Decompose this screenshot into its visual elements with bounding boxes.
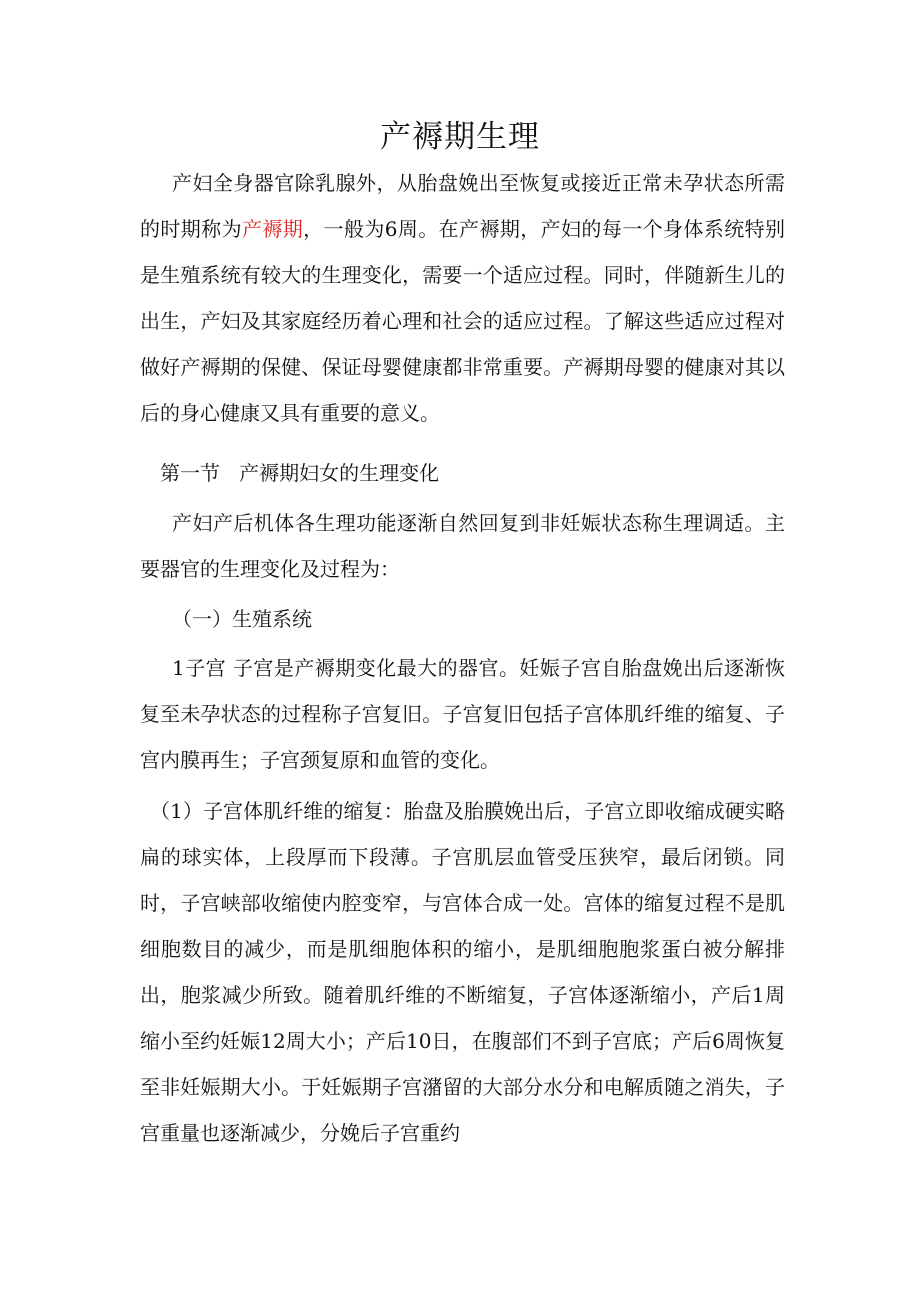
highlight-term: 产褥期 [241,217,304,241]
uterus-paragraph: 1子宫 子宫是产褥期变化最大的器官。妊娠子宫自胎盘娩出后逐渐恢复至未孕状态的过程称子宫复旧。子宫复旧包括子宫体肌纤维的缩复、子宫内膜再生；子宫颈复原和血管的变化。 [140,656,785,772]
intro-text-before: 产妇全身器官除乳腺外，从胎盘娩出至恢复或接近正常未孕状态所需的时期称为 [140,171,785,241]
item-1-paragraph: （1）子宫体肌纤维的缩复：胎盘及胎膜娩出后，子宫立即收缩成硬实略扁的球实体，上段厚而下段薄。子宫肌层血管受压狭窄，最后闭锁。同时，子宫峡部收缩使内腔变窄，与宫体合成一处。宫体的缩复过程不是肌细胞数目的减少，而是肌细胞体积的缩小，是肌细胞胞浆蛋白被分解排出，胞浆减少所致。随着肌纤维的不断缩复，子宫体逐渐缩小，产后1周缩小至约妊娠12周大小；产后10日，在腹部们不到子宫底；产后6周恢复至非妊娠期大小。于妊娠期子宫潴留的大部分水分和电解质随之消失，子宫重量也逐渐减少，分娩后子宫重约 [140,799,785,1145]
section-intro-paragraph: 产妇产后机体各生理功能逐渐自然回复到非妊娠状态称生理调适。主要器官的生理变化及过程为： [140,511,785,581]
intro-paragraph [140,160,785,436]
subsection-heading: （一）生殖系统 [172,607,312,631]
document-title: 产褥期生理 [380,119,540,155]
section-heading: 第一节 产褥期妇女的生理变化 [160,461,440,485]
intro-text-after: ，一般为6周。在产褥期，产妇的每一个身体系统特别是生殖系统有较大的生理变化，需要一个适应过程。同时，伴随新生儿的出生，产妇及其家庭经历着心理和社会的适应过程。了解这些适应过程对做好产褥期的保健、保证母婴健康都非常重要。产褥期母婴的健康对其以后的身心健康又具有重要的意义。 [140,217,785,425]
